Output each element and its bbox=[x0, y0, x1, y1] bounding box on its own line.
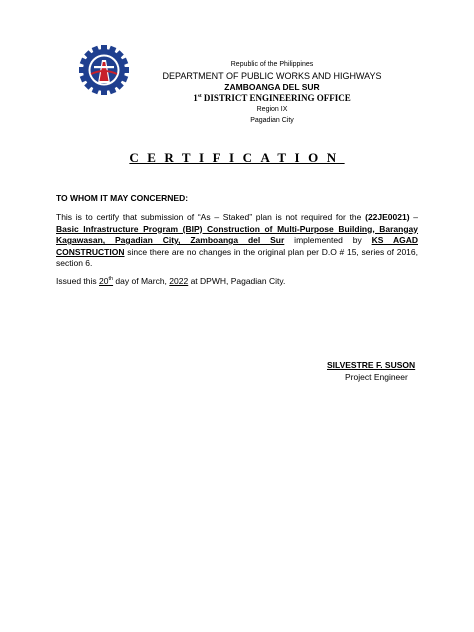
project-code: (22JE0021) bbox=[365, 212, 410, 222]
office-name: DISTRICT ENGINEERING OFFICE bbox=[201, 93, 351, 103]
salutation: TO WHOM IT MAY CONCERNED: bbox=[56, 193, 189, 203]
issued-middle: day of March, bbox=[113, 276, 170, 286]
province-line: ZAMBOANGA DEL SUR bbox=[224, 82, 320, 92]
dpwh-gear-seal-icon bbox=[78, 44, 130, 96]
issued-day-ordinal: th bbox=[108, 276, 114, 283]
office-ordinal: st bbox=[197, 93, 202, 99]
document-title: CERTIFICATION bbox=[129, 150, 345, 165]
certification-body bbox=[56, 212, 418, 270]
signatory-title: Project Engineer bbox=[345, 372, 408, 382]
issued-year: 2022 bbox=[169, 276, 189, 286]
office-number: 1 bbox=[193, 93, 198, 103]
republic-line: Republic of the Philippines bbox=[230, 61, 314, 68]
issued-line bbox=[56, 276, 285, 286]
department-line: DEPARTMENT OF PUBLIC WORKS AND HIGHWAYS bbox=[162, 71, 382, 81]
city-line: Pagadian City bbox=[250, 117, 294, 124]
project-name: Basic Infrastructure Program (BIP) Construction of Multi-Purpose Building, Barangay Kagawasan, Pagadian City, Zamboanga del Sur bbox=[56, 223, 418, 245]
body-dash: – bbox=[409, 212, 418, 222]
body-rest: since there are no changes in the original plan per D.O # 15, series of 2016, section 6. bbox=[56, 246, 418, 268]
issued-suffix: at DPWH, Pagadian City. bbox=[188, 276, 286, 286]
issued-day-number: 20 bbox=[99, 276, 109, 286]
issued-day bbox=[99, 276, 113, 286]
signatory-name: SILVESTRE F. SUSON bbox=[327, 360, 416, 370]
issued-prefix: Issued this bbox=[56, 276, 99, 286]
letterhead bbox=[130, 59, 414, 126]
body-implemented: implemented by bbox=[284, 235, 372, 245]
contractor-name: KS AGAD CONSTRUCTION bbox=[56, 235, 418, 257]
region-line: Region IX bbox=[256, 106, 288, 113]
office-line bbox=[130, 93, 414, 104]
body-intro: This is to certify that submission of “As – Staked” plan is not required for the bbox=[56, 212, 366, 222]
